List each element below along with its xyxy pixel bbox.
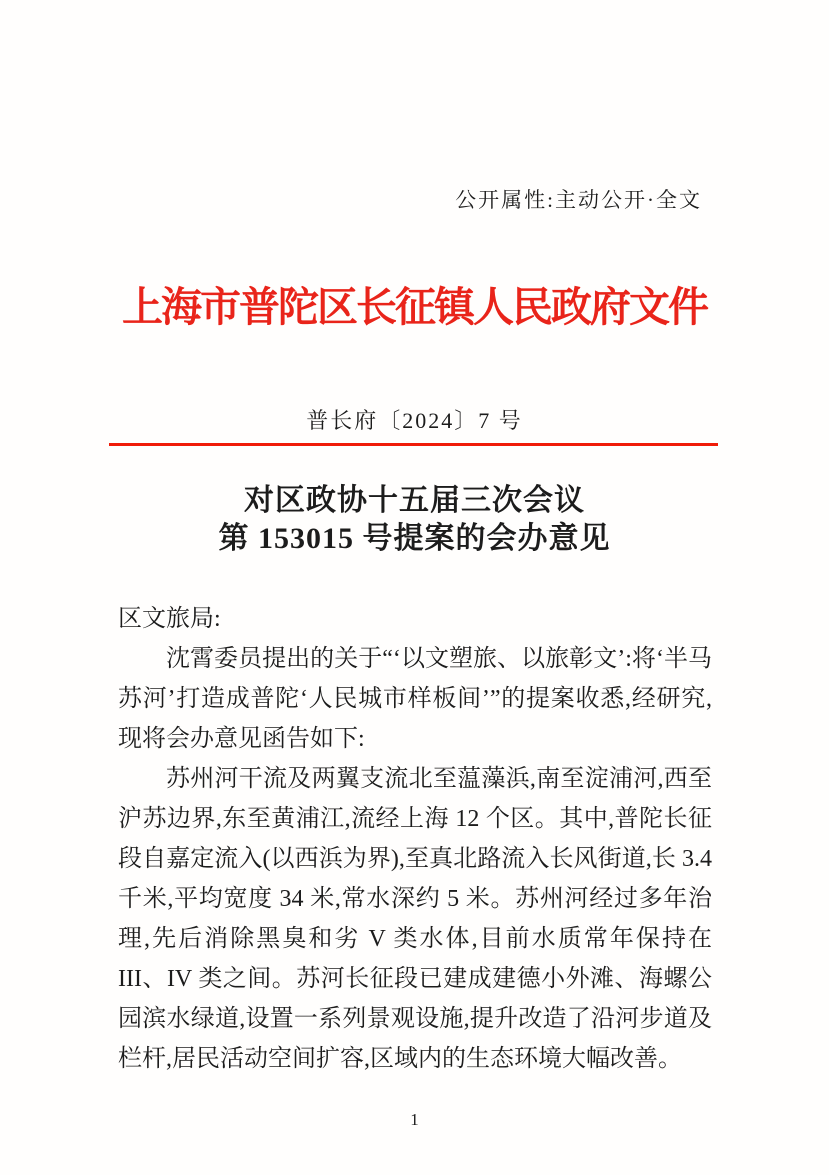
document-body <box>118 599 712 1079</box>
document-reference-number: 普长府〔2024〕7 号 <box>306 408 523 433</box>
document-title-line2: 第 153015 号提案的会办意见 <box>218 522 611 555</box>
body-paragraph: 苏州河干流及两翼支流北至蕰藻浜,南至淀浦河,西至沪苏边界,东至黄浦江,流经上海 12 个区。其中,普陀长征段自嘉定流入(以西浜为界),至真北路流入长风街道,长 3.4 千米,平均宽度 34 米,常水深约 5 米。苏州河经过多年治理,先后消除黑臭和劣 V 类水体,目前水质常年保持在 III、IV 类之间。苏河长征段已建成建德小外滩、海螺公园滨水绿道,设置一系列景观设施,提升改造了沿河步道及栏杆,居民活动空间扩容,区域内的生态环境大幅改善。 <box>118 766 712 1072</box>
agency-letterhead-title: 上海市普陀区长征镇人民政府文件 <box>122 284 707 330</box>
body-paragraph: 沈霄委员提出的关于“‘以文塑旅、以旅彰文’:将‘半马苏河’打造成普陀‘人民城市样板间’”的提案收悉,经研究,现将会办意见函告如下: <box>118 646 712 752</box>
document-title-line1: 对区政协十五届三次会议 <box>244 484 585 517</box>
publicity-attribute-label: 公开属性:主动公开·全文 <box>455 188 702 212</box>
letterhead-divider-rule <box>109 443 718 446</box>
salutation: 区文旅局: <box>118 606 221 632</box>
page-number: 1 <box>410 1110 419 1129</box>
document-title <box>0 482 829 558</box>
